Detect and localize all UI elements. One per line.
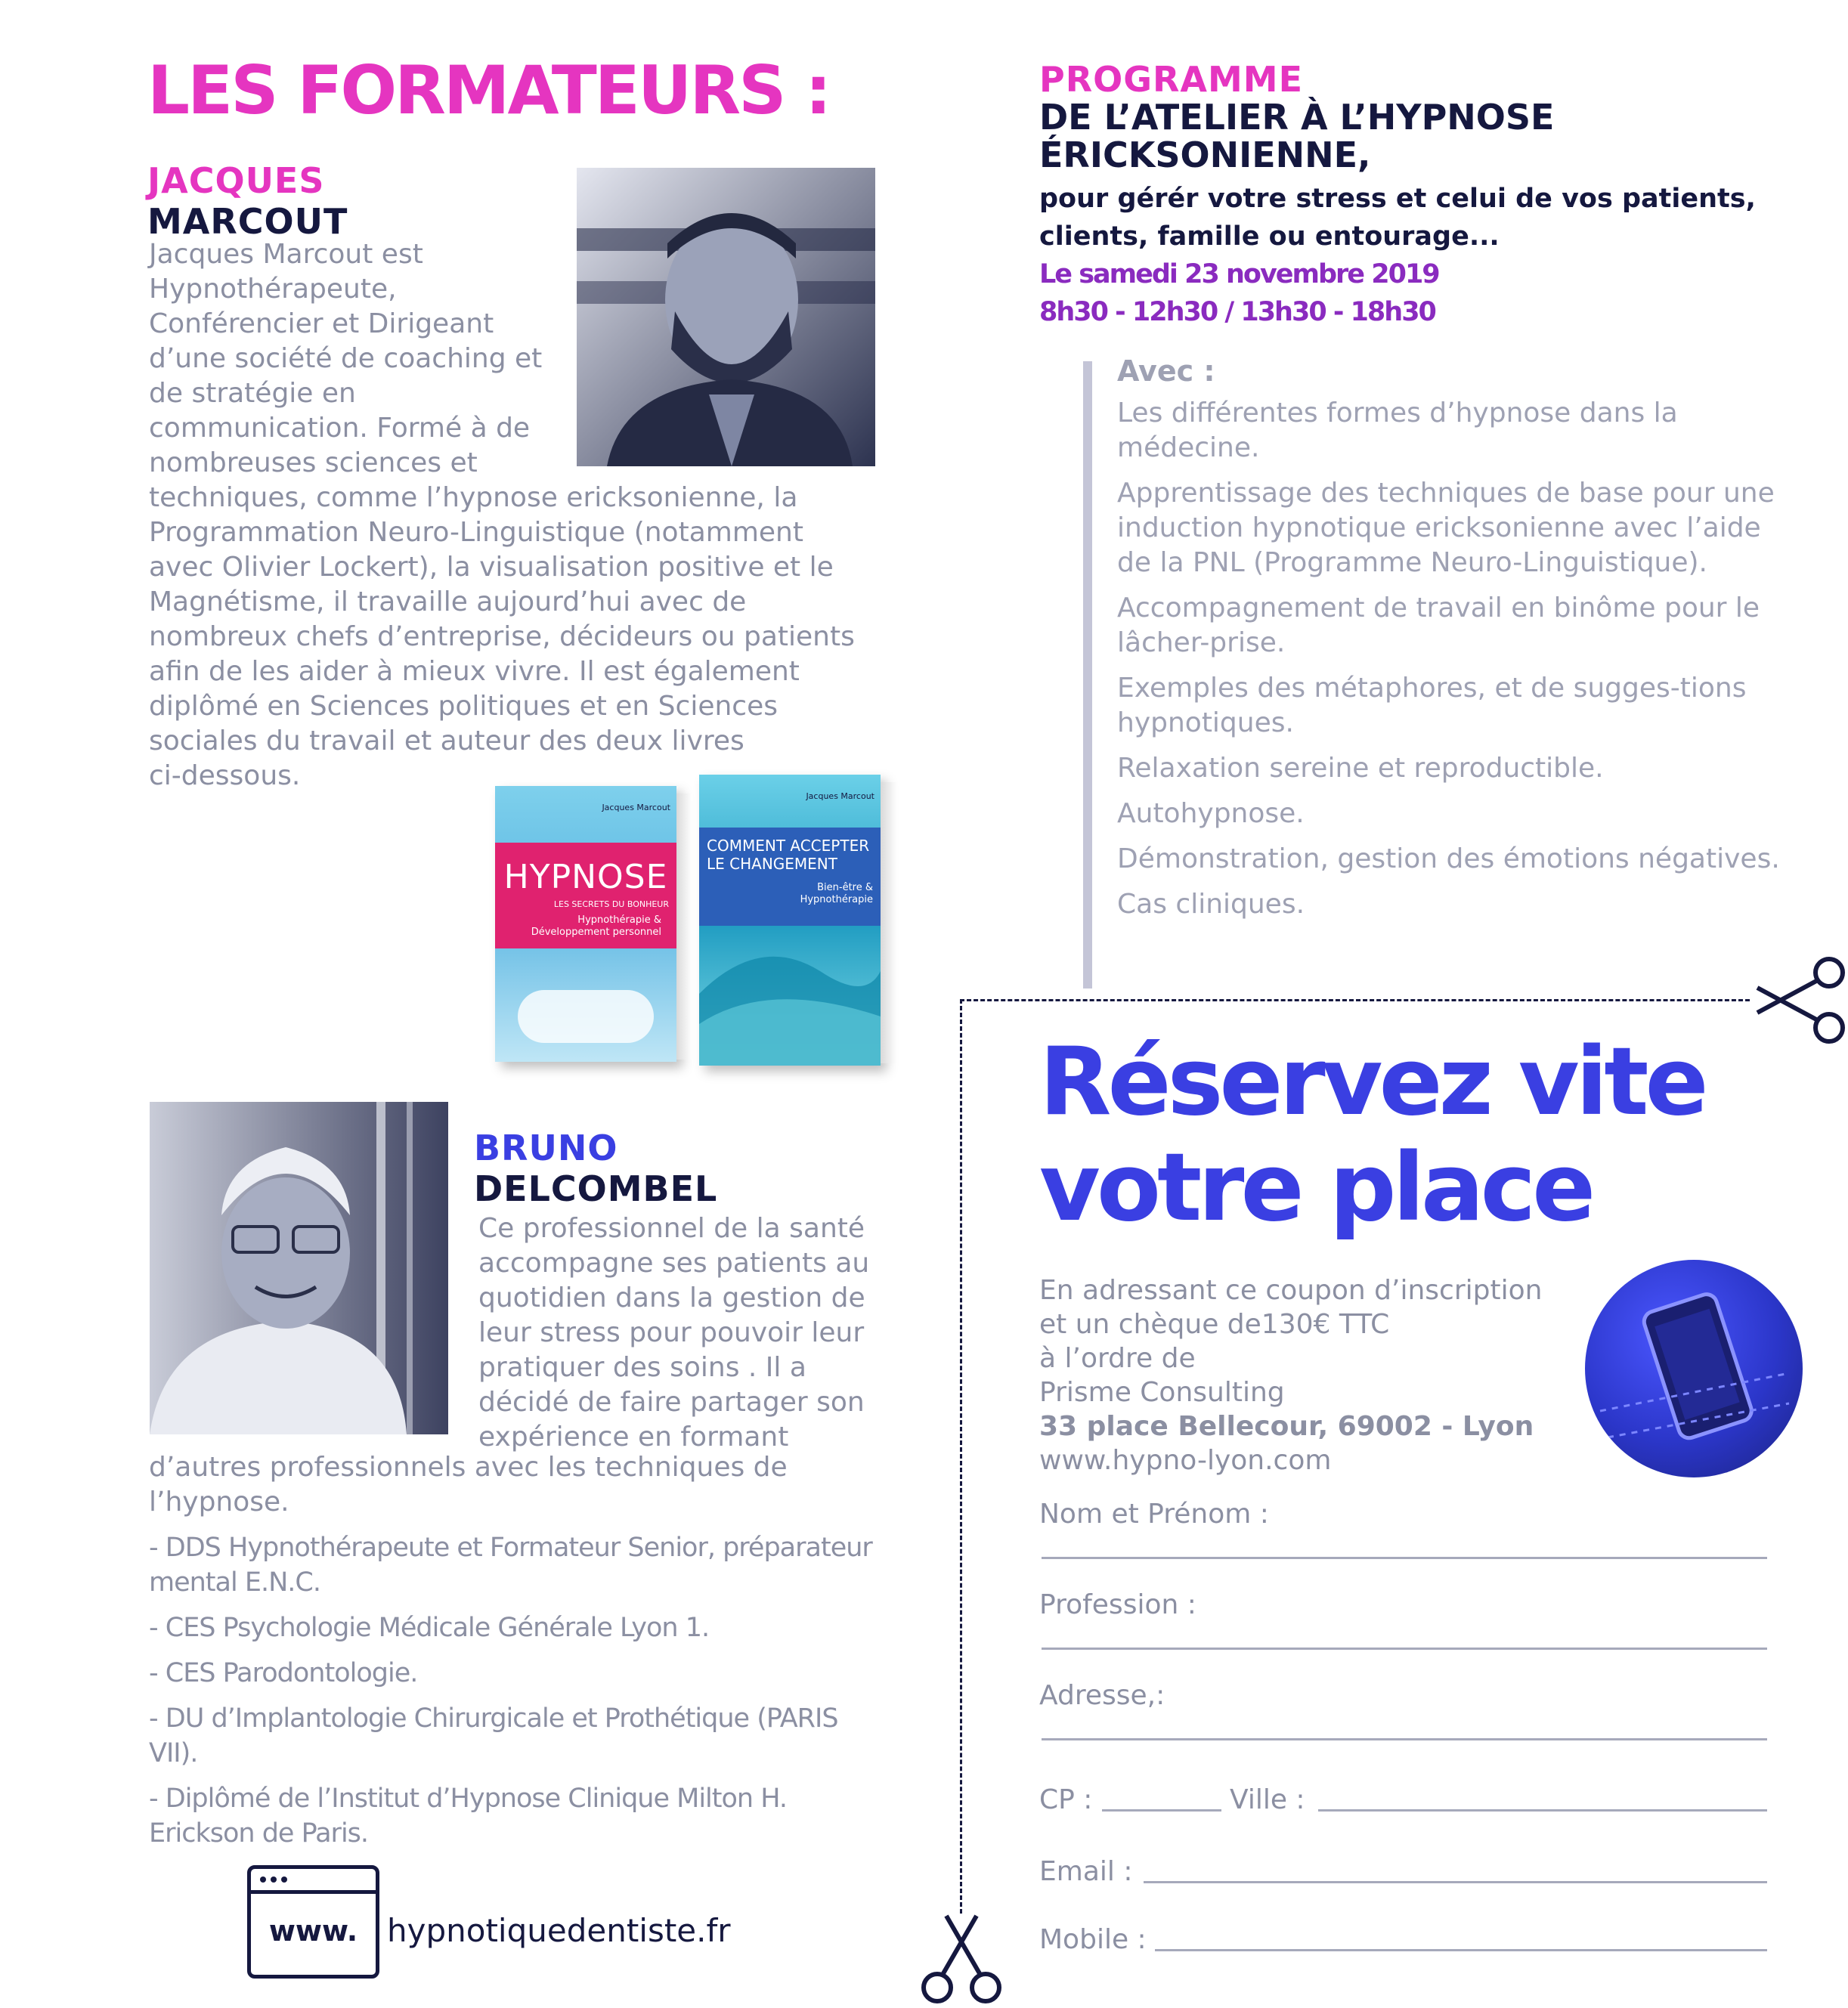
book-author: Jacques Marcout [806,791,874,801]
browser-titlebar [251,1890,376,1894]
coupon-line: et un chèque de130€ TTC [1039,1309,1390,1340]
bio-line: techniques, comme l’hypnose ericksonienne, la [149,482,798,513]
reservation-title-line2: votre place [1039,1134,1593,1242]
bio-line: Jacques Marcout est [149,239,423,270]
cp-label: CP : [1039,1784,1093,1815]
trainer1-last-name: MARCOUT [147,201,348,242]
bio-line: pratiquer des soins . Il a [478,1352,806,1383]
avec-title: Avec : [1117,354,1215,388]
bio-line: ci-dessous. [149,760,301,791]
coupon-line: En adressant ce coupon d’inscription [1039,1275,1543,1306]
cp-field[interactable] [1102,1809,1221,1812]
bio-line: Magnétisme, il travaille aujourd’hui avec de [149,586,747,617]
book-pages [881,782,897,1063]
bio-line: de stratégie en [149,378,356,409]
avec-accent-bar [1083,361,1092,989]
books-illustration [491,775,915,1092]
credential-item: - CES Parodontologie. [149,1658,418,1688]
trainer1-first-name: JACQUES [147,160,325,201]
book-tagline: Hypnothérapie & Développement personnel [531,914,661,938]
programme-label: PROGRAMME [1039,59,1303,100]
bio-line: expérience en formant [478,1422,789,1453]
bio-line: diplômé en Sciences politiques et en Sciences [149,691,778,722]
window-dot-icon [260,1877,266,1883]
reservation-title-line1: Réservez vite [1039,1028,1705,1137]
city-label: Ville : [1230,1784,1305,1815]
coupon-cut-line-horizontal [960,999,1750,1001]
coupon-line: Prisme Consulting [1039,1377,1285,1408]
phone-on-desk-image [1585,1260,1803,1477]
scissors-icon [1750,956,1848,1047]
programme-date: Le samedi 23 novembre 2019 [1039,259,1439,289]
trainer2-name [474,1128,717,1209]
bio-line: communication. Formé à de [149,413,531,444]
browser-window-icon[interactable] [247,1865,379,1979]
city-field[interactable] [1318,1809,1767,1812]
name-label: Nom et Prénom : [1039,1499,1269,1530]
programme-heading [1039,60,1825,331]
window-dot-icon [271,1877,277,1883]
programme-item: Cas cliniques. [1117,889,1305,920]
bio-line: accompagne ses patients au [478,1248,870,1279]
mobile-field[interactable] [1155,1949,1767,1951]
credential-item: - DU d’Implantologie Chirurgicale et Prothétique (PARIS VII). [149,1703,838,1768]
programme-subtitle-line2: clients, famille ou entourage... [1039,221,1500,252]
book-author: Jacques Marcout [602,803,670,812]
book-pages [676,794,692,1060]
coupon-instructions [1039,1273,1614,1477]
coupon-address: 33 place Bellecour, 69002 - Lyon [1039,1411,1534,1442]
bio-line: Programmation Neuro-Linguistique (notamment [149,517,803,548]
book-subtitle: Bien-être & Hypnothérapie [800,882,873,905]
programme-item: Relaxation sereine et reproductible. [1117,753,1604,784]
profession-field[interactable] [1042,1648,1767,1650]
email-label: Email : [1039,1856,1133,1887]
page-title: LES FORMATEURS : [147,51,830,129]
programme-subtitle-line1: pour gérér votre stress et celui de vos patients, [1039,184,1756,214]
programme-title-line1: DE L’ATELIER À L’HYPNOSE [1039,97,1555,138]
bio-line: leur stress pour pouvoir leur [478,1317,865,1348]
trainer2-first-name: BRUNO [474,1128,618,1168]
trainer2-last-name: DELCOMBEL [474,1168,718,1209]
trainer2-photo [150,1102,448,1434]
book-changement [699,775,881,1066]
bio-line: d’autres professionnels avec les techniques de [149,1452,788,1483]
reservation-title [1039,1029,1705,1241]
bio-line: l’hypnose. [149,1487,289,1518]
programme-item: Exemples des métaphores, et de sugges-tions hypnotiques. [1117,673,1747,738]
programme-item: Démonstration, gestion des émotions négatives. [1117,843,1780,874]
address-field[interactable] [1042,1738,1767,1740]
bio-line: Ce professionnel de la santé [478,1213,865,1244]
scissors-icon [916,1908,1007,2006]
programme-title-line2: ÉRICKSONIENNE, [1039,135,1371,175]
bio-line: nombreuses sciences et [149,447,478,478]
address-label: Adresse,: [1039,1680,1165,1711]
credential-item: - Diplômé de l’Institut d’Hypnose Clinique Milton H. Erickson de Paris. [149,1784,788,1849]
book-subtitle: LES SECRETS DU BONHEUR [553,899,669,909]
programme-item: Accompagnement de travail en binôme pour le lâcher-prise. [1117,592,1760,658]
trainer2-credentials [149,1530,874,1851]
bio-line: décidé de faire partager son [478,1387,865,1418]
credential-item: - CES Psychologie Médicale Générale Lyon 1. [149,1613,710,1643]
book-title: HYPNOSE [503,858,668,896]
programme-hours: 8h30 - 12h30 / 13h30 - 18h30 [1039,297,1435,327]
email-field[interactable] [1144,1881,1767,1883]
name-field[interactable] [1042,1557,1767,1559]
programme-item: Autohypnose. [1117,798,1305,829]
mobile-label: Mobile : [1039,1924,1147,1955]
wave-image [699,926,881,1066]
window-dot-icon [281,1877,287,1883]
cloud-shape [518,990,654,1043]
trainer1-name [147,160,348,242]
bio-line: nombreux chefs d’entreprise, décideurs ou patients [149,621,855,652]
trainer2-bio-top [478,1211,902,1455]
portrait-man-glasses-image [150,1102,448,1434]
bio-line: quotidien dans la gestion de [478,1282,865,1313]
book-title: COMMENT ACCEPTER LE CHANGEMENT [707,837,870,873]
trainer1-bio [149,237,890,794]
coupon-cut-line-vertical [960,999,962,1914]
coupon-line: à l’ordre de [1039,1343,1196,1374]
bio-line: Hypnothérapeute, [149,274,397,305]
profession-label: Profession : [1039,1589,1196,1620]
book-hypnose [495,786,676,1062]
bio-line: avec Olivier Lockert), la visualisation positive et le [149,552,834,583]
coupon-url[interactable]: www.hypno-lyon.com [1039,1445,1332,1476]
credential-item: - DDS Hypnothérapeute et Formateur Senior, préparateur mental E.N.C. [149,1533,872,1598]
bio-line: Conférencier et Dirigeant [149,308,494,339]
programme-item: Apprentissage des techniques de base pour une induction hypnotique ericksonienne avec l’aide de la PNL (Programme Neuro-Linguistique). [1117,478,1775,578]
website-link[interactable]: hypnotiquedentiste.fr [387,1912,731,1949]
bio-line: sociales du travail et auteur des deux livres [149,726,744,756]
programme-item: Les différentes formes d’hypnose dans la médecine. [1117,398,1678,463]
bio-line: d’une société de coaching et [149,343,543,374]
programme-list [1117,352,1797,922]
www-label: www. [268,1914,358,1948]
trainer2-bio-bottom [149,1450,890,1520]
bio-line: afin de les aider à mieux vivre. Il est également [149,656,800,687]
smartphone-icon [1585,1260,1803,1477]
